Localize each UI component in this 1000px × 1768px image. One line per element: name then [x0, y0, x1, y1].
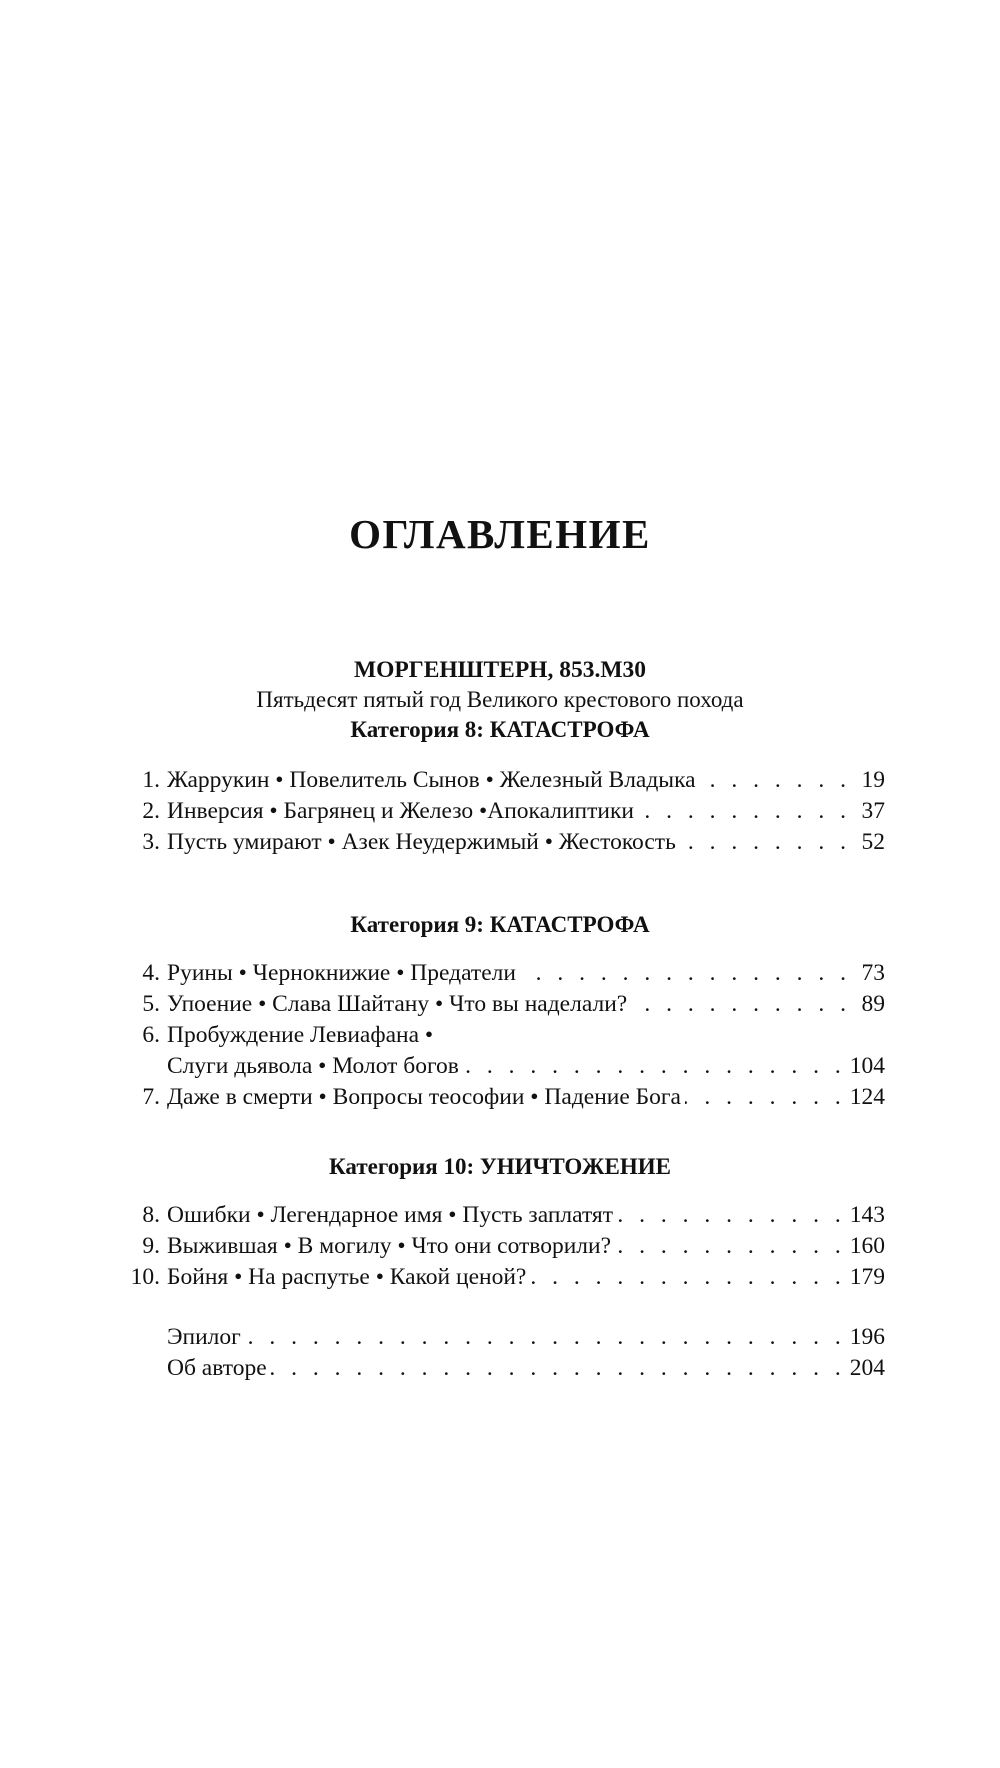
entry-number: 6.: [142, 1022, 160, 1048]
leader-dots: [685, 1082, 846, 1113]
leader-dots: [680, 827, 851, 858]
toc-section-2: [115, 958, 885, 1113]
toc-entry[interactable]: [108, 1262, 885, 1293]
part-title: МОРГЕНШТЕРН, 853.М30: [353, 657, 647, 683]
leader-dots: [530, 1262, 845, 1293]
leader-dots: [245, 1322, 846, 1353]
entry-page: 52: [861, 829, 885, 855]
entry-title: Об авторе: [167, 1355, 267, 1381]
entry-page: 104: [849, 1053, 885, 1079]
entry-title: Жаррукин • Повелитель Сынов • Железный Владыка: [167, 767, 696, 793]
entry-number: 9.: [142, 1233, 160, 1259]
entry-number: 4.: [142, 960, 160, 986]
entry-page: 179: [849, 1264, 885, 1290]
entry-title: Упоение • Слава Шайтану • Что вы наделали?: [167, 991, 628, 1017]
leader-dots: [617, 1200, 846, 1231]
entry-page: 143: [849, 1202, 885, 1228]
entry-page: 19: [861, 767, 885, 793]
entry-page: 196: [849, 1324, 885, 1350]
toc-entry[interactable]: [115, 1020, 885, 1051]
toc-entry[interactable]: [115, 1082, 885, 1113]
toc-entry[interactable]: [115, 796, 885, 827]
toc-entry[interactable]: [115, 958, 885, 989]
part-subtitle: Пятьдесят пятый год Великого крестового похода: [256, 687, 744, 712]
toc-entry-continuation[interactable]: [115, 1051, 885, 1082]
page-title: ОГЛАВЛЕНИЕ: [349, 511, 651, 557]
leader-dots: [463, 1051, 846, 1082]
entry-page: 37: [861, 798, 885, 824]
entry-title: Эпилог: [167, 1324, 241, 1350]
entry-page: 73: [861, 960, 885, 986]
entry-page: 160: [849, 1233, 885, 1259]
entry-page: 204: [849, 1355, 885, 1381]
entry-title: Инверсия • Багрянец и Железо •Апокалиптики: [167, 798, 634, 824]
entry-number: 3.: [142, 829, 160, 855]
entry-title: Даже в смерти • Вопросы теософии • Падение Бога: [167, 1084, 681, 1110]
entry-page: 124: [849, 1084, 885, 1110]
toc-entry-about-author[interactable]: [115, 1353, 885, 1384]
toc-entry[interactable]: [115, 827, 885, 858]
entry-number: 2.: [142, 798, 160, 824]
part-heading: [0, 655, 1000, 745]
leader-dots: [615, 1231, 846, 1262]
toc-backmatter: [115, 1322, 885, 1384]
entry-title: Пробуждение Левиафана •: [167, 1022, 434, 1048]
leader-dots: [638, 796, 851, 827]
entry-title: Ошибки • Легендарное имя • Пусть заплатят: [167, 1202, 613, 1228]
entry-number: 5.: [142, 991, 160, 1017]
category-heading: Категория 10: УНИЧТОЖЕНИЕ: [329, 1154, 671, 1179]
entry-page: 89: [861, 991, 885, 1017]
entry-number: 10.: [130, 1264, 160, 1290]
toc-entry[interactable]: [108, 1200, 885, 1231]
category-block: [0, 1152, 1000, 1182]
entry-title: Выжившая • В могилу • Что они сотворили?: [167, 1233, 612, 1259]
category-heading: Категория 8: КАТАСТРОФА: [350, 717, 650, 742]
toc-entry[interactable]: [115, 989, 885, 1020]
leader-dots: [631, 989, 851, 1020]
leader-dots: [520, 958, 851, 989]
entry-number: 8.: [142, 1202, 160, 1228]
category-block: [0, 910, 1000, 940]
toc-entry[interactable]: [115, 765, 885, 796]
toc-entry[interactable]: [108, 1231, 885, 1262]
entry-title: Бойня • На распутье • Какой ценой?: [167, 1264, 527, 1290]
entry-title: Пусть умирают • Азек Неудержимый • Жестокость: [167, 829, 676, 855]
toc-entry-epilogue[interactable]: [115, 1322, 885, 1353]
leader-dots: [700, 765, 851, 796]
category-heading: Категория 9: КАТАСТРОФА: [350, 912, 650, 937]
leader-dots: [271, 1353, 846, 1384]
entry-title: Руины • Чернокнижие • Предатели: [167, 960, 516, 986]
toc-section-1: [115, 765, 885, 858]
entry-title-line-2: Слуги дьявола • Молот богов: [167, 1053, 459, 1079]
toc-section-3: [108, 1200, 885, 1293]
entry-number: 7.: [142, 1084, 160, 1110]
entry-number: 1.: [142, 767, 160, 793]
